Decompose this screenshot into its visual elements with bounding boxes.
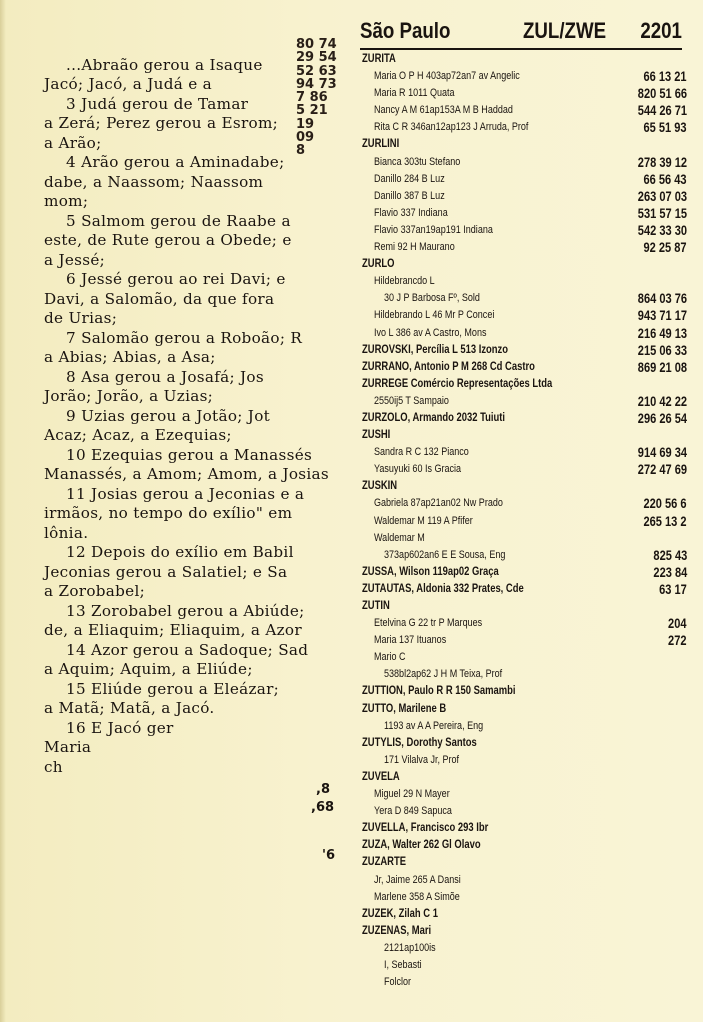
entry-name: Maria R 1011 Quata [374,87,455,100]
bible-line: 3 Judá gerou de Tamar [66,94,249,113]
margin-number: 94 73 [296,76,337,92]
entry-name: Maria O P H 403ap72an7 av Angelic [374,70,520,83]
entry-name: ZUTTO, Marilene B [362,702,447,715]
bible-line: 15 Eliúde gerou a Eleázar; [66,679,280,698]
entry-name: Etelvina G 22 tr P Marques [374,617,483,630]
directory-entry [362,86,687,103]
bible-line: Jeconias gerou a Salatiel; e Sa [44,562,288,581]
entry-name: Jr, Jaime 265 A Dansi [374,873,461,886]
entry-name: Marlene 358 A Simõe [374,890,460,903]
bible-torn-line: ...Abraão gerou a Isaque [66,56,263,74]
directory-entry [362,548,687,565]
bible-line: 10 Ezequias gerou a Manassés [66,445,313,464]
margin-number: 09 [296,130,315,146]
bible-line: ch [44,757,63,776]
stray-number: '6 [322,848,336,863]
bible-line: Jorão; Jorão, a Uzias; [44,387,214,405]
entry-phone: 210 42 22 [637,393,687,409]
directory-entry [362,274,687,291]
directory-entry [362,69,687,86]
bible-line: a Zerá; Perez gerou a Esrom; [44,114,279,132]
entry-name: Nancy A M 61ap153A M B Haddad [374,104,513,117]
directory-entry [362,377,687,394]
directory-entry [362,907,687,924]
entry-name: ZUTTION, Paulo R R 150 Samambi [362,685,516,698]
directory-entry [362,326,687,343]
page-edge [0,0,6,1022]
entry-name: 2121ap100is [384,941,436,954]
bible-line: dabe, a Naassom; Naassom [44,172,264,191]
bible-line: 8 Asa gerou a Josafá; Jos [66,367,264,386]
directory-entry [362,821,687,838]
bible-line: a Aquim; Aquim, a Eliúde; [44,660,253,678]
entry-name: I, Sebasti [384,958,422,971]
bible-line: de Urias; [44,309,118,327]
entry-phone: 825 43 [653,547,687,563]
entry-name: Gabriela 87ap21an02 Nw Prado [374,497,503,510]
directory-entry [362,565,687,582]
entry-phone: 296 26 54 [637,410,687,426]
bible-line: irmãos, no tempo do exílio" em [44,504,293,522]
directory-entry [362,890,687,907]
entry-phone: 216 49 13 [637,325,687,341]
entry-name: 171 Vilalva Jr, Prof [384,753,460,766]
entry-phone: 220 56 6 [643,496,687,512]
bible-line: a Jessé; [44,250,106,269]
bible-line: Maria [44,738,92,756]
bible-line: a Abias; Abias, a Asa; [44,348,216,366]
directory-entry [362,172,687,189]
entry-name: Remi 92 H Maurano [374,241,455,254]
entry-name: ZUZA, Walter 262 Gl Olavo [362,839,481,852]
alpha-range: ZUL/ZWE [523,18,607,43]
margin-number: 7 86 [296,90,328,106]
directory-entry [362,308,687,325]
entry-name: ZURRANO, Antonio P M 268 Cd Castro [362,360,535,373]
directory-entry [362,531,687,548]
entry-phone: 272 [668,633,687,649]
bible-line: 11 Josias gerou a Jeconias e a [66,484,305,503]
entry-name: Ivo L 386 av A Castro, Mons [374,326,487,339]
entry-name: ZUTYLIS, Dorothy Santos [362,736,477,749]
entry-phone: 272 47 69 [637,462,687,478]
directory-entry [362,137,687,154]
directory-entry [362,257,687,274]
directory-entry [362,496,687,513]
entry-name: 373ap602an6 E E Sousa, Eng [384,548,506,561]
directory-entry [362,975,687,992]
entry-phone: 544 26 71 [637,103,687,119]
entry-phone: 223 84 [653,564,687,580]
bible-line: Davi, a Salomão, da que fora [44,289,275,308]
entry-phone: 263 07 03 [637,188,687,204]
directory-entry [362,240,687,257]
entry-name: Miguel 29 N Mayer [374,788,450,801]
entry-phone: 92 25 87 [643,240,687,256]
directory-entry [362,120,687,137]
entry-name: Yasuyuki 60 Is Gracia [374,463,462,476]
entry-name: ZUTIN [362,600,390,612]
entry-name: 30 J P Barbosa Fº, Sold [384,292,480,305]
bible-line: Acaz; Acaz, a Ezequias; [44,426,232,444]
entry-name: ZURREGE Comércio Representações Ltda [362,377,553,390]
directory-entry [362,667,687,684]
entry-phone: 820 51 66 [637,86,687,102]
directory-entry [362,479,687,496]
entry-name: Hildebrando L 46 Mr P Concei [374,309,495,322]
entry-phone: 278 39 12 [637,154,687,170]
page-number: 2201 [640,18,682,43]
directory-entry [362,702,687,719]
bible-line: 7 Salomão gerou a Roboão; R [66,328,303,347]
entry-name: Waldemar M 119 A Pfifer [374,514,473,527]
directory-entry [362,394,687,411]
margin-number: 8 [296,143,306,159]
entry-phone: 63 17 [659,581,687,597]
entry-phone: 65 51 93 [643,120,687,136]
directory-entry [362,223,687,240]
entry-name: 538bl2ap62 J H M Teixa, Prof [384,668,503,681]
directory-entry [362,291,687,308]
entry-name: Waldemar M [374,531,425,544]
margin-number: 5 21 [296,103,328,119]
margin-number: 29 54 [296,50,337,66]
directory-entry [362,514,687,531]
entry-phone: 265 13 2 [643,513,687,529]
directory-entry [362,958,687,975]
directory-entry [362,941,687,958]
entry-name: Flavio 337an19ap191 Indiana [374,223,493,236]
directory-entry [362,873,687,890]
directory-entry [362,924,687,941]
bible-line: Jacó; Jacó, a Judá e a [44,75,213,93]
entry-name: 1193 av A A Pereira, Eng [384,719,484,732]
entry-phone: 215 06 33 [637,342,687,358]
directory-entry [362,719,687,736]
bible-line: 5 Salmom gerou de Raabe a [66,211,291,230]
entry-phone: 66 56 43 [643,171,687,187]
directory-entry [362,855,687,872]
entry-phone: 531 57 15 [637,205,687,221]
margin-number: 52 63 [296,63,337,79]
bible-line: 14 Azor gerou a Sadoque; Sad [66,640,309,659]
entry-name: ZUVELA [362,770,400,783]
bible-line: mom; [44,192,89,210]
entry-phone: 914 69 34 [637,445,687,461]
entry-name: Maria 137 Ituanos [374,634,447,647]
bible-line: a Arão; [44,133,102,152]
directory-entry [362,650,687,667]
bible-line: 4 Arão gerou a Aminadabe; [66,153,285,171]
bible-margin-numbers [296,38,344,158]
directory-entry [362,206,687,223]
bible-line: Manassés, a Amom; Amom, a Josias [44,465,329,483]
directory-entry [362,753,687,770]
directory-entry [362,787,687,804]
entry-name: ZUSHI [362,429,391,442]
entry-name: Danillo 387 B Luz [374,189,445,202]
bible-line: 13 Zorobabel gerou a Abiúde; [66,601,305,620]
entry-name: Folclor [384,976,412,989]
directory-entry [362,462,687,479]
entry-name: Yera D 849 Sapuca [374,805,452,818]
entry-name: ZUZENAS, Mari [362,924,432,937]
directory-listing [362,52,687,1002]
bible-line: de, a Eliaquim; Eliaquim, a Azor [44,621,302,639]
bible-line: 9 Uzias gerou a Jotão; Jot [66,406,271,425]
stray-number: ,68 [311,800,335,815]
directory-entry [362,616,687,633]
entry-phone: 204 [668,616,687,632]
city-title: São Paulo [360,18,451,43]
directory-entry [362,736,687,753]
entry-name: Danillo 284 B Luz [374,172,445,185]
entry-phone: 542 33 30 [637,222,687,238]
stray-number: ,8 [316,782,330,797]
entry-name: ZUSSA, Wilson 119ap02 Graça [362,565,499,578]
directory-entry [362,633,687,650]
bible-line: este, de Rute gerou a Obede; e [44,231,292,249]
entry-name: Hildebrancdo L [374,275,435,288]
bible-line: 12 Depois do exílio em Babil [66,543,294,561]
entry-name: Flavio 337 Indiana [374,206,448,219]
directory-entry [362,189,687,206]
directory-entry [362,52,687,69]
entry-name: ZUTAUTAS, Aldonia 332 Prates, Cde [362,582,524,595]
directory-entry [362,582,687,599]
entry-name: ZUZEK, Zilah C 1 [362,907,438,920]
directory-entry [362,804,687,821]
margin-number: 80 74 [296,37,337,52]
entry-name: Rita C R 346an12ap123 J Arruda, Prof [374,121,529,134]
entry-name: ZUZARTE [362,856,407,869]
margin-number: 19 [296,116,315,132]
entry-name: Mario C [374,651,406,664]
entry-phone: 943 71 17 [637,308,687,324]
entry-name: Bianca 303tu Stefano [374,155,461,168]
bible-line: a Matã; Matã, a Jacó. [44,699,215,717]
entry-name: ZUSKIN [362,480,398,493]
directory-entry [362,428,687,445]
bible-line: 16 E Jacó ger [66,718,174,737]
entry-name: ZURLO [362,258,395,271]
bible-line: lônia. [44,523,89,542]
entry-name: ZURITA [362,53,396,65]
directory-header [360,18,682,50]
directory-entry [362,360,687,377]
directory-entry [362,445,687,462]
entry-name: ZUROVSKI, Percília L 513 Izonzo [362,343,509,356]
directory-entry [362,155,687,172]
directory-entry [362,770,687,787]
entry-name: ZURZOLO, Armando 2032 Tuiuti [362,411,506,424]
entry-phone: 864 03 76 [637,291,687,307]
entry-phone: 66 13 21 [643,69,687,85]
entry-name: ZUVELLA, Francisco 293 Ibr [362,822,489,835]
bible-line: 6 Jessé gerou ao rei Davi; e [66,270,286,288]
entry-name: 2550ij5 T Sampaio [374,394,449,407]
directory-entry [362,599,687,616]
directory-entry [362,343,687,360]
entry-phone: 869 21 08 [637,359,687,375]
directory-entry [362,684,687,701]
directory-entry [362,838,687,855]
entry-name: Sandra R C 132 Pianco [374,446,469,459]
directory-entry [362,411,687,428]
directory-entry [362,103,687,120]
entry-name: ZURLINI [362,138,400,151]
bible-line: a Zorobabel; [44,582,146,600]
